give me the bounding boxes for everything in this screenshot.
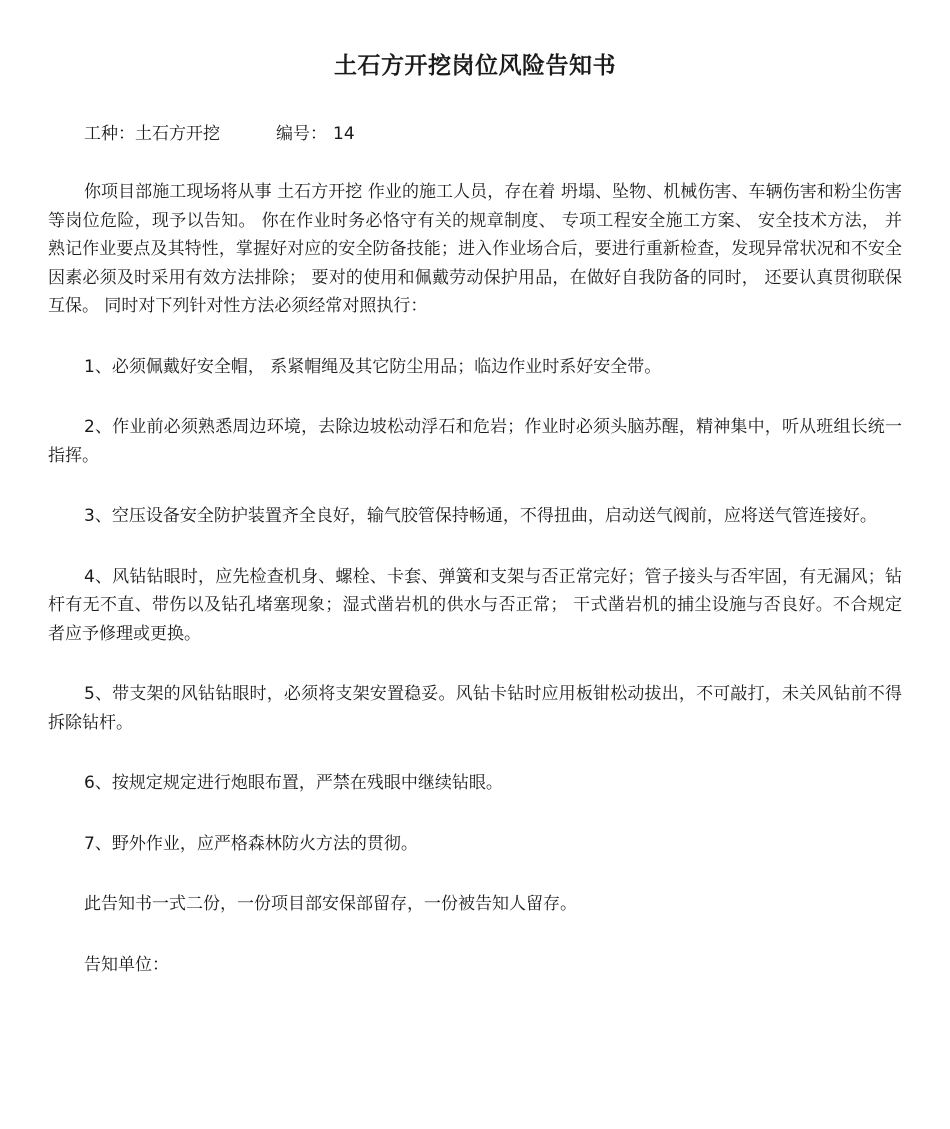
job-type-label: 工种： bbox=[84, 124, 135, 144]
rule-item-2: 2、作业前必须熟悉周边环境，去除边坡松动浮石和危岩；作业时必须头脑苏醒，精神集中，听从班组长统一指挥。 bbox=[48, 417, 902, 466]
signoff-label: 告知单位： bbox=[84, 954, 169, 975]
rule-item-6: 6、按规定规定进行炮眼布置，严禁在残眼中继续钻眼。 bbox=[84, 773, 503, 793]
job-type-value: 土石方开挖 bbox=[135, 124, 220, 144]
rule-item-5: 5、带支架的风钻钻眼时，必须将支架安置稳妥。风钻卡钻时应用板钳松动拔出，不可敲打，未关风钻前不得拆除钻杆。 bbox=[48, 684, 902, 733]
rule-item-3: 3、空压设备安全防护装置齐全良好，输气胶管保持畅通，不得扭曲，启动送气阀前，应将送气管连接好。 bbox=[84, 506, 877, 526]
rule-item-1: 1、必须佩戴好安全帽， 系紧帽绳及其它防尘用品；临边作业时系好安全带。 bbox=[84, 356, 662, 377]
number-label: 编号： bbox=[276, 124, 327, 144]
rule-item-7: 7、野外作业，应严格森林防火方法的贯彻。 bbox=[84, 833, 418, 854]
document-title: 土石方开挖岗位风险告知书 bbox=[334, 53, 616, 79]
rule-item-4: 4、风钻钻眼时，应先检查机身、螺栓、卡套、弹簧和支架与否正常完好；管子接头与否牢固，有无漏风；钻杆有无不直、带伤以及钻孔堵塞现象；湿式凿岩机的供水与否正常； 干式凿岩机的捕尘设施与否良好。不合规定者应予修理或更换。 bbox=[48, 566, 902, 644]
number-value: 14 bbox=[333, 124, 355, 144]
document-meta bbox=[48, 120, 902, 148]
document-page bbox=[48, 0, 902, 979]
closing-paragraph: 此告知书一式二份，一份项目部安保部留存，一份被告知人留存。 bbox=[84, 894, 577, 914]
intro-paragraph: 你项目部施工现场将从事 土石方开挖 作业的施工人员，存在着 坍塌、坠物、机械伤害、车辆伤害和粉尘伤害 等岗位危险，现予以告知。 你在作业时务必恪守有关的规章制度、 专项工程安全施工方案、 安全技术方法， 并熟记作业要点及其特性，掌握好对应的安全防备技能；进入作业场合后，要进行重新检查，发现异常状况和不安全因素必须及时采用有效方法排除； 要对的使用和佩戴劳动保护用品，在做好自我防备的同时， 还要认真贯彻联保互保。 同时对下列针对性方法必须经常对照执行： bbox=[48, 182, 902, 316]
